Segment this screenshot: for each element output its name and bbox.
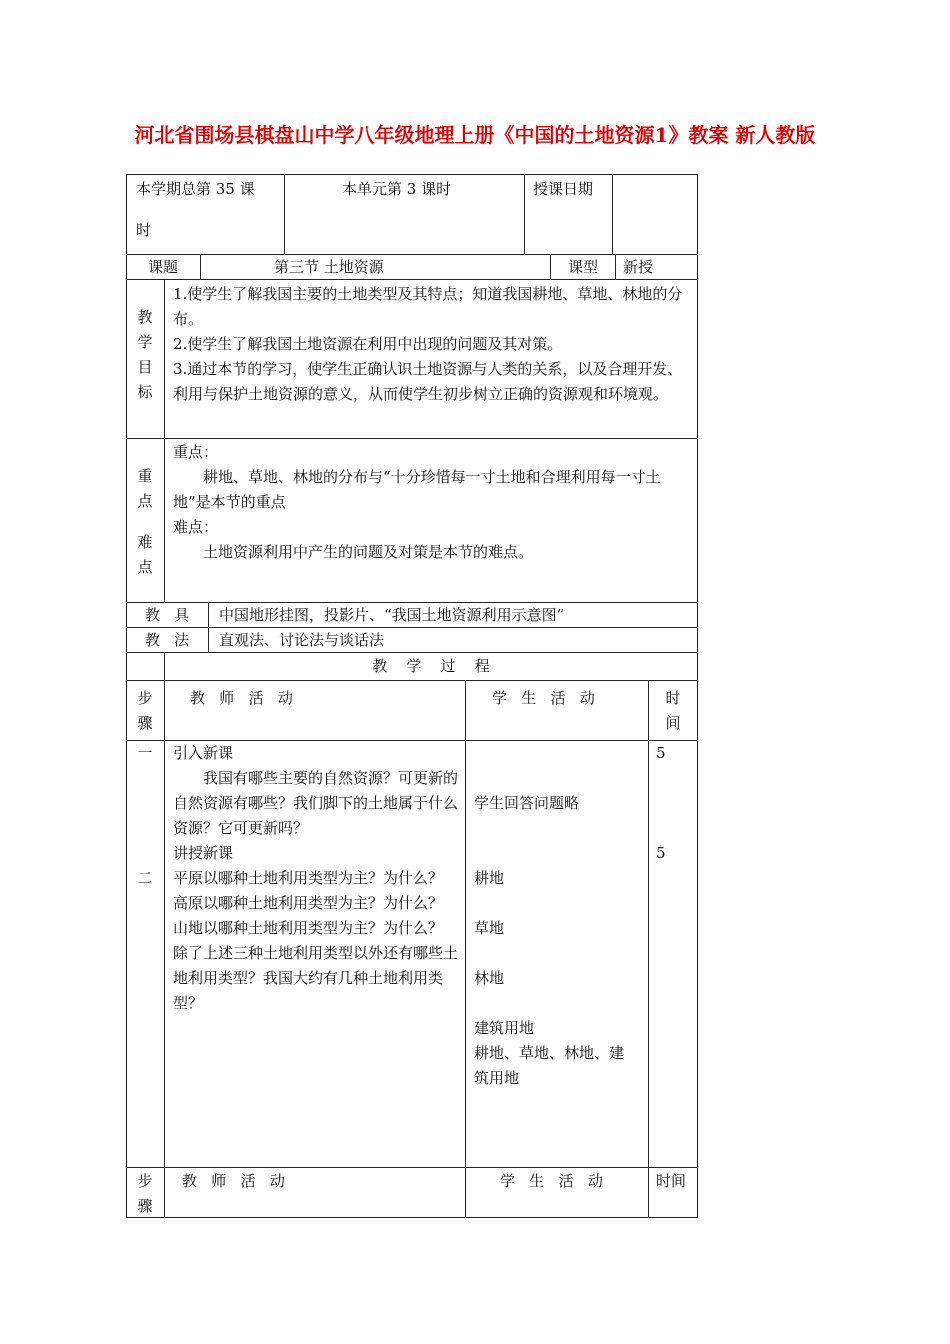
process-teacher-header: 教 师 活 动 — [190, 689, 293, 707]
term-total-cell — [136, 177, 281, 243]
methods-label: 教 法 — [144, 631, 190, 649]
teacher-line: 我国有哪些主要的自然资源？可更新的自然资源有哪些？我们脚下的土地属于什么资源？它可更新吗？ — [173, 769, 459, 837]
type-label: 课型 — [567, 258, 598, 276]
footer-time-header: 时间 — [656, 1172, 687, 1190]
process-step-header: 步 骤 — [137, 689, 153, 732]
time-one: 5 — [656, 744, 666, 762]
topic-label: 课题 — [147, 258, 178, 276]
teacher-line: 除了上述三种土地利用类型以外还有哪些土地利用类型？我国大约有几种土地利用类型？ — [173, 944, 459, 1012]
tools-value: 中国地形挂图，投影片、“我国土地资源利用示意图” — [219, 606, 565, 624]
methods-value: 直观法、讨论法与谈话法 — [219, 631, 385, 649]
teacher-line: 山地以哪种土地利用类型为主？为什么？ — [173, 919, 444, 937]
tools-label: 教 具 — [144, 606, 190, 624]
teacher-line: 高原以哪种土地利用类型为主？为什么？ — [173, 894, 444, 912]
process-student-header: 学 生 活 动 — [492, 689, 595, 707]
step-one: 一 — [137, 744, 153, 762]
teacher-activity — [173, 741, 460, 1016]
objectives-content — [173, 282, 691, 407]
footer-student-header: 学 生 活 动 — [500, 1172, 603, 1190]
teacher-line: 引入新课 — [173, 744, 234, 762]
unit-lesson: 本单元第 3 课时 — [342, 180, 452, 198]
student-answer: 建筑用地 — [474, 1019, 535, 1037]
key-text: 耕地、草地、林地的分布与“十分珍惜每一寸土地和合理利用每一寸土地”是本节的重点 — [173, 468, 661, 511]
keypoints-content — [173, 440, 691, 565]
student-answer: 耕地 — [474, 869, 505, 887]
objective-item: 1.使学生了解我国主要的土地类型及其特点；知道我国耕地、草地、林地的分布。 — [173, 285, 683, 328]
student-answer: 林地 — [474, 969, 505, 987]
footer-step-header: 步 骤 — [137, 1172, 153, 1215]
document-title: 河北省围场县棋盘山中学八年级地理上册《中国的土地资源1》教案 新人教版 — [134, 123, 816, 147]
time-two: 5 — [656, 844, 666, 862]
student-answer: 草地 — [474, 919, 505, 937]
objective-item: 3.通过本节的学习，使学生正确认识土地资源与人类的关系，以及合理开发、利用与保护土地资源的意义，从而使学生初步树立正确的资源观和环境观。 — [173, 360, 683, 403]
topic-value: 第三节 土地资源 — [274, 258, 384, 276]
term-total: 本学期总第 35 课 — [136, 180, 255, 198]
objective-item: 2.使学生了解我国土地资源在利用中出现的问题及其对策。 — [173, 335, 563, 353]
type-value: 新授 — [623, 258, 654, 276]
process-time-header: 时 间 — [665, 689, 681, 732]
teacher-line: 平原以哪种土地利用类型为主？为什么？ — [173, 869, 444, 887]
student-answer: 学生回答问题略 — [474, 794, 580, 812]
objectives-label: 教 学 目 标 — [137, 308, 153, 401]
term-total-tail: 时 — [136, 221, 152, 239]
keypoints-label: 重 点 难 点 — [137, 467, 153, 576]
date-label: 授课日期 — [533, 180, 594, 198]
process-title: 教 学 过 程 — [372, 657, 490, 675]
student-answer: 耕地、草地、林地、建筑用地 — [474, 1044, 625, 1087]
footer-teacher-header: 教 师 活 动 — [182, 1172, 285, 1190]
difficulty-title: 难点： — [173, 518, 219, 536]
key-title: 重点： — [173, 443, 219, 461]
step-two: 二 — [137, 869, 153, 887]
teacher-line: 讲授新课 — [173, 844, 234, 862]
difficulty-text: 土地资源利用中产生的问题及对策是本节的难点。 — [203, 543, 534, 561]
